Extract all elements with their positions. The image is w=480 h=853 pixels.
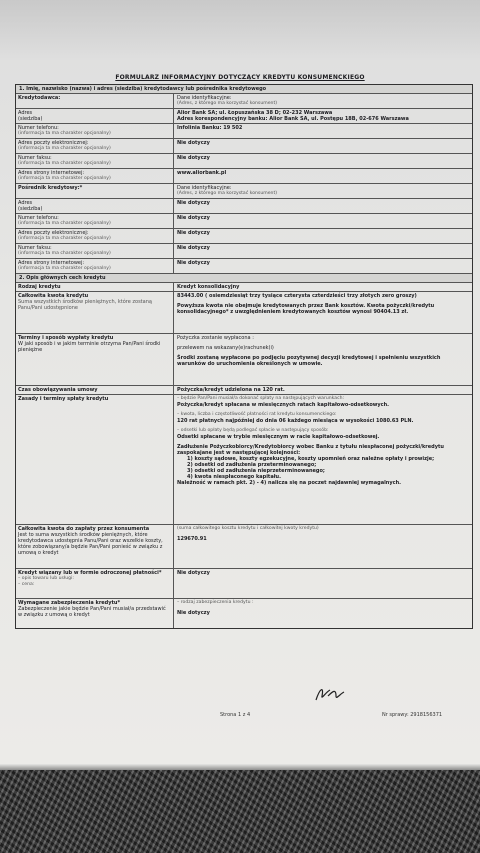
value-telefon: Infolinia Banku: 19 502 <box>177 125 243 131</box>
label-kwota <box>16 292 174 333</box>
p-faks-hint: (informacja ta ma charakter opcjonalny) <box>18 251 111 256</box>
form-table <box>15 84 473 629</box>
faks-label: Numer faksu: <box>18 155 52 161</box>
label-p-www <box>16 259 174 273</box>
calkowita-hint: (suma całkowitego kosztu kredytu i całkowitej kwoty kredytu) <box>177 526 319 531</box>
row-email <box>16 138 472 153</box>
adres-line1: Alior Bank SA; ul. Łopuszańska 38 D; 02-232 Warszawa <box>177 110 333 116</box>
row-zasady <box>16 394 472 524</box>
row-calkowita <box>16 524 472 568</box>
value-p-adres: Nie dotyczy <box>177 200 210 206</box>
label-rodzaj: Rodzaj kredytu <box>16 283 174 291</box>
calkowita-label: Całkowita kwota do zapłaty przez konsumenta <box>18 526 150 532</box>
odroczona-l2: – cena: <box>18 582 35 587</box>
zasady-l5: – odsetki lub opłaty będą podlegać spłacie w następujący sposób: <box>177 428 329 433</box>
terminy-line2: przelewem na wskazany(e)rachunek(i) <box>177 345 274 351</box>
value-kwota <box>174 292 472 333</box>
label-czas: Czas obowiązywania umowy <box>16 386 174 394</box>
p-email-hint: (informacja ta ma charakter opcjonalny) <box>18 236 111 241</box>
adres-line2: Adres korespondencyjny banku: Alior Bank SA, ul. Postępu 18B, 02-676 Warszawa <box>177 116 409 122</box>
label-posrednik: Pośrednik kredytowy:* <box>16 184 174 198</box>
row-telefon <box>16 123 472 138</box>
carpet-background <box>0 770 480 853</box>
shadow <box>0 0 480 60</box>
label-p-faks <box>16 244 174 258</box>
kwota-value: 83443.00 ( osiemdziesiąt trzy tysiące czterysta czterdzieści trzy złotych zero groszy) <box>177 293 417 299</box>
label-kredytodawca: Kredytodawca: <box>16 94 174 108</box>
email-hint: (informacja ta ma charakter opcjonalny) <box>18 146 111 151</box>
value-p-email: Nie dotyczy <box>177 230 210 236</box>
adres-label2: (siedziba) <box>18 116 43 122</box>
value-p-telefon: Nie dotyczy <box>177 215 210 221</box>
form-title: FORMULARZ INFORMACYJNY DOTYCZĄCY KREDYTU KONSUMENCKIEGO <box>115 74 365 81</box>
kredytodawca-hint: (Adres, z którego ma korzystać konsument) <box>177 101 278 106</box>
row-www <box>16 168 472 183</box>
row-faks <box>16 153 472 168</box>
label-calkowita <box>16 525 174 568</box>
value-faks: Nie dotyczy <box>177 155 210 161</box>
kwota-label: Całkowita kwota kredytu <box>18 293 89 299</box>
label-email <box>16 139 174 153</box>
label-zabezpieczenia <box>16 599 174 628</box>
label-www <box>16 169 174 183</box>
zasady-l4: 120 rat płatnych najpóźniej do dnia 06 każdego miesiąca w wysokości 1080.63 PLN. <box>177 418 414 424</box>
value-adres <box>174 109 472 123</box>
zasady-l10: 3) odsetki od zadłużenia nieprzeterminowanego; <box>187 468 325 474</box>
kwota-desc: Suma wszystkich środków pieniężnych, które zostaną Panu/Pani udostępnione <box>18 299 152 311</box>
odroczona-label: Kredyt wiązany lub w formie odroczonej płatności* <box>18 570 162 576</box>
label-telefon <box>16 124 174 138</box>
value-rodzaj: Kredyt konsolidacyjny <box>177 284 240 290</box>
p-adres-label2: (siedziba) <box>18 206 43 212</box>
row-adres <box>16 108 472 123</box>
label-terminy <box>16 334 174 385</box>
telefon-hint: (informacja ta ma charakter opcjonalny) <box>18 131 111 136</box>
value-p-faks: Nie dotyczy <box>177 245 210 251</box>
row-p-email <box>16 228 472 243</box>
section-1-heading: 1. Imię, nazwisko (nazwa) i adres (siedziba) kredytodawcy lub pośrednika kredytowego <box>16 85 472 93</box>
value-www: www.aliorbank.pl <box>177 170 227 176</box>
terminy-label: Terminy i sposób wypłaty kredytu <box>18 335 114 341</box>
value-terminy <box>174 334 472 385</box>
email-label: Adres poczty elektronicznej: <box>18 140 89 146</box>
value-email: Nie dotyczy <box>177 140 210 146</box>
zasady-l6: Odsetki spłacane w trybie miesięcznym w racie kapitałowo-odsetkowej. <box>177 434 380 440</box>
kwota-note: Powyższa kwota nie obejmuje kredytowanych przez Bank kosztów. Kwota pożyczki/kredytu konsolidacyjnego* z uwzględnieniem kredytowanych kosztów wynosi 90404.13 zł. <box>177 303 435 315</box>
row-kredytodawca <box>16 93 472 108</box>
label-zasady: Zasady i terminy spłaty kredytu <box>16 395 174 524</box>
terminy-line1: Pożyczka zostanie wypłacona : <box>177 335 254 341</box>
calkowita-desc: Jest to suma wszystkich środków pieniężnych, które kredytodawca udostępnia Panu/Pani oraz wszelkie koszty, które zobowiązany/a będzie Pan/Pani ponieść w związku z umową o kredyt <box>18 532 163 556</box>
label-odroczona <box>16 569 174 598</box>
label-p-email <box>16 229 174 243</box>
zasady-l11: 4) kwota niespłaconego kapitału. <box>187 474 282 480</box>
zabezpieczenia-desc: Zabezpieczenie jakie będzie Pan/Pani musiał/a przedstawić w związku z umową o kredyt <box>18 606 166 618</box>
zasady-l9: 2) odsetki od zadłużenia przeterminowanego; <box>187 462 317 468</box>
zabezpieczenia-hint: – rodzaj zabezpieczenia kredytu : <box>177 600 254 605</box>
p-faks-label: Numer faksu: <box>18 245 52 251</box>
value-odroczona: Nie dotyczy <box>177 570 210 576</box>
odroczona-l1: – opis towaru lub usługi: <box>18 576 74 581</box>
row-czas <box>16 385 472 394</box>
www-label: Adres strony internetowej: <box>18 170 85 176</box>
zasady-l7: Zadłużenie Pożyczkobiorcy/Kredytobiorcy wobec Banku z tytułu niespłaconej pożyczki/kredytu zaspokajane jest w następującej kolejności: <box>177 444 444 456</box>
row-p-faks <box>16 243 472 258</box>
label-faks <box>16 154 174 168</box>
p-adres-label: Adres <box>18 200 33 206</box>
zasady-l12: Należność w ramach pkt. 2) - 4) nalicza się na poczet najdawniej wymagalnych. <box>177 480 402 486</box>
value-zabezpieczenia <box>174 599 472 628</box>
zasady-l1: – będzie Pan/Pani musiał/a dokonać spłaty na następujących warunkach: <box>177 396 345 401</box>
adres-label: Adres <box>18 110 33 116</box>
terminy-desc: W jaki sposób i w jakim terminie otrzyma Pan/Pani środki pieniężne <box>18 341 161 353</box>
p-telefon-label: Numer telefonu: <box>18 215 59 221</box>
zasady-l3: – kwota, liczba i częstotliwość płatności rat kredytu konsumenckiego: <box>177 412 337 417</box>
telefon-label: Numer telefonu: <box>18 125 59 131</box>
posrednik-hint: (Adres, z którego ma korzystać konsument) <box>177 191 278 196</box>
zasady-l8: 1) koszty sądowe, koszty egzekucyjne, koszty upomnień oraz należne opłaty i prowizje; <box>187 456 435 462</box>
handwritten-signature <box>312 682 348 704</box>
terminy-line3: Środki zostaną wypłacone po podjęciu pozytywnej decyzji kredytowej i spełnieniu wszystkich warunków do uruchomienia określonych w umowie. <box>177 355 441 367</box>
row-p-adres <box>16 198 472 213</box>
posrednik-value: Dane identyfikacyjne: <box>177 185 232 191</box>
calkowita-value: 129670.91 <box>177 536 207 542</box>
value-czas: Pożyczka/kredyt udzielona na 120 rat. <box>177 387 285 393</box>
p-email-label: Adres poczty elektronicznej: <box>18 230 89 236</box>
kredytodawca-value: Dane identyfikacyjne: <box>177 95 232 101</box>
value-p-www: Nie dotyczy <box>177 260 210 266</box>
value-kredytodawca <box>174 94 472 108</box>
row-kwota <box>16 291 472 333</box>
www-hint: (informacja ta ma charakter opcjonalny) <box>18 176 111 181</box>
row-zabezpieczenia <box>16 598 472 628</box>
label-p-telefon <box>16 214 174 228</box>
value-calkowita <box>174 525 472 568</box>
row-section-2 <box>16 273 472 282</box>
p-telefon-hint: (informacja ta ma charakter opcjonalny) <box>18 221 111 226</box>
row-rodzaj <box>16 282 472 291</box>
case-number: Nr sprawy: 2918156371 <box>382 712 443 718</box>
label-adres <box>16 109 174 123</box>
label-p-adres <box>16 199 174 213</box>
row-p-www <box>16 258 472 273</box>
value-zasady <box>174 395 472 524</box>
p-www-label: Adres strony internetowej: <box>18 260 85 266</box>
faks-hint: (informacja ta ma charakter opcjonalny) <box>18 161 111 166</box>
row-odroczona <box>16 568 472 598</box>
zabezpieczenia-label: Wymagane zabezpieczenia kredytu* <box>18 600 121 606</box>
value-posrednik <box>174 184 472 198</box>
section-2-heading: 2. Opis głównych cech kredytu <box>16 274 472 282</box>
row-posrednik <box>16 183 472 198</box>
zasady-l2: Pożyczka/kredyt spłacana w miesięcznych ratach kapitałowo-odsetkowych. <box>177 402 390 408</box>
row-p-telefon <box>16 213 472 228</box>
row-terminy <box>16 333 472 385</box>
p-www-hint: (informacja ta ma charakter opcjonalny) <box>18 266 111 271</box>
zabezpieczenia-value: Nie dotyczy <box>177 610 210 616</box>
page-number: Strona 1 z 4 <box>220 712 251 718</box>
